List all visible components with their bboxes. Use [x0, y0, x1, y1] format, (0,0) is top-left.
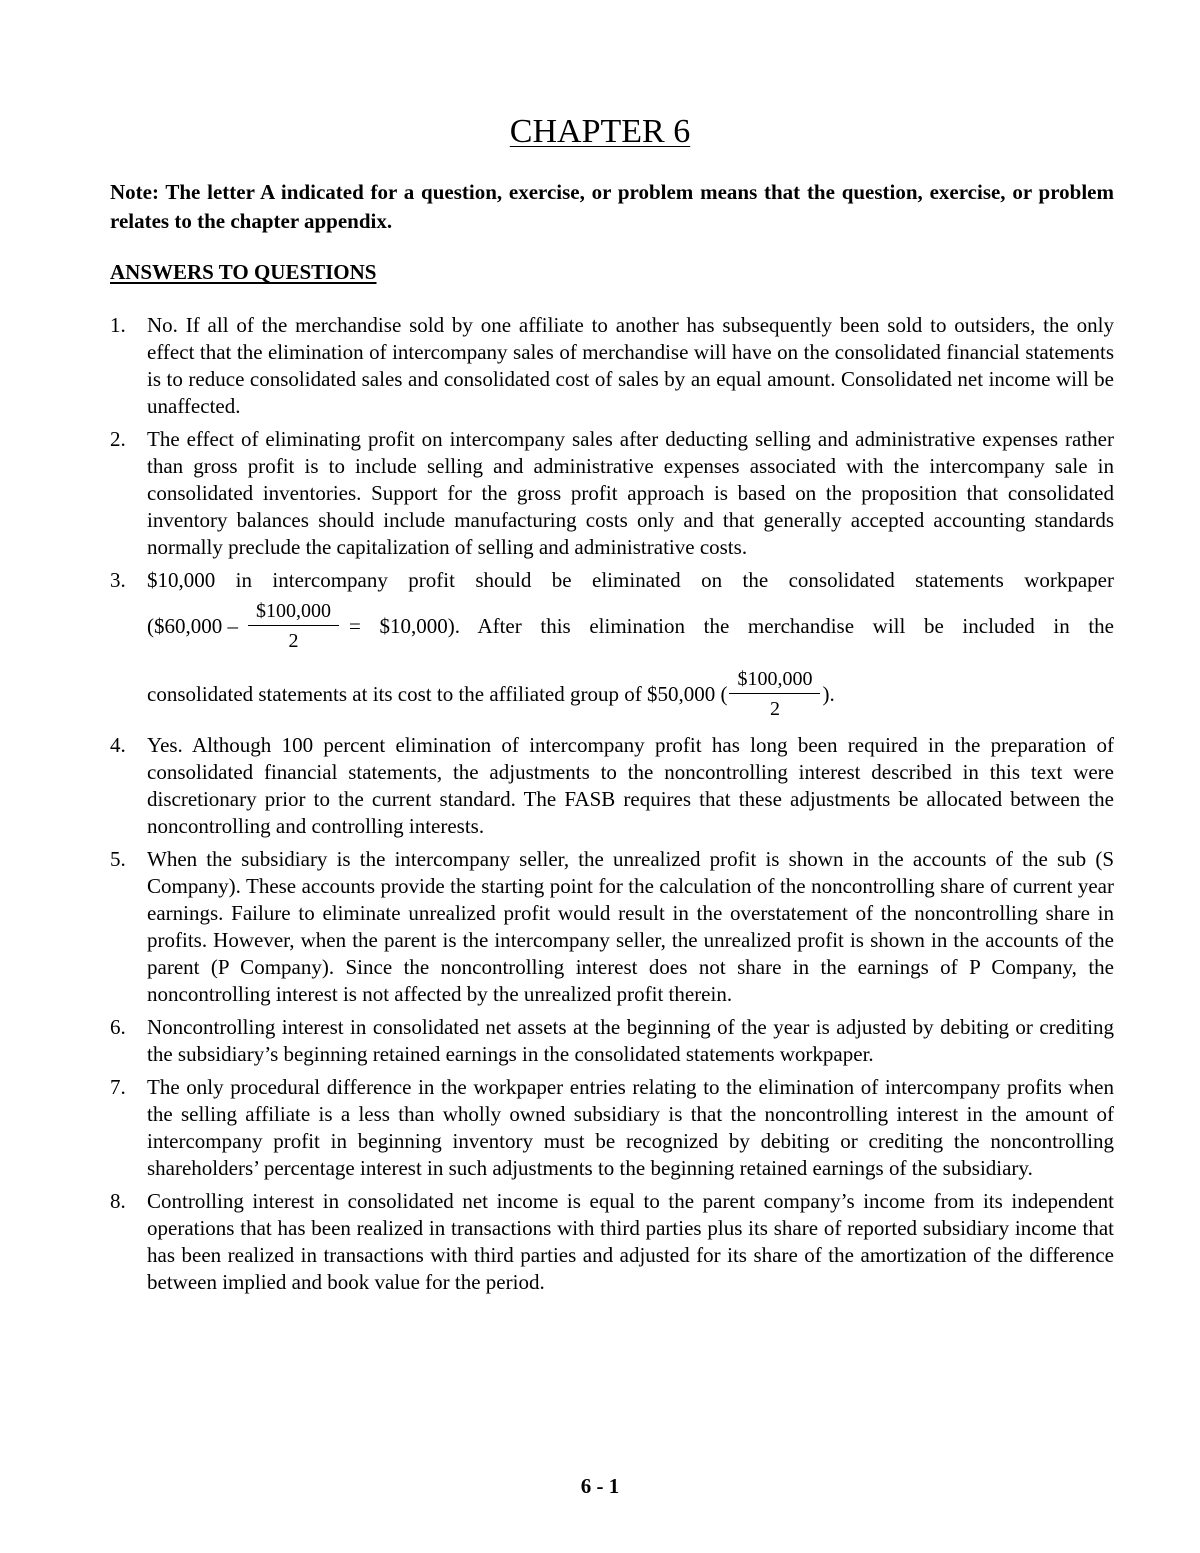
answer-number: 4. — [110, 733, 126, 757]
answer-7 — [110, 1074, 1114, 1182]
answer-3-cost-prefix: consolidated statements at its cost to the affiliated group of $50,000 ( — [147, 681, 728, 706]
answer-text: The only procedural difference in the workpaper entries relating to the elimination of intercompany profits when the selling affiliate is a less than wholly owned subsidiary is that the noncontrolling interest in the amount of intercompany profit in beginning inventory must be recognized by debiting or crediting the noncontrolling shareholders’ percentage interest in such adjustments to the beginning retained earnings of the subsidiary. — [147, 1075, 1114, 1180]
answer-2 — [110, 426, 1114, 561]
chapter-title — [0, 112, 1200, 152]
appendix-note: Note: The letter A indicated for a question, exercise, or problem means that the question, exercise, or problem relates to the chapter appendix. — [110, 180, 1114, 233]
fraction-numerator: $100,000 — [729, 666, 820, 694]
answer-5 — [110, 846, 1114, 1008]
answer-3-line-3 — [147, 662, 1114, 726]
answer-1 — [110, 312, 1114, 420]
answer-text: Yes. Although 100 percent elimination of intercompany profit has long been required in the preparation of consolidated financial statements, the adjustments to the noncontrolling interest described in this text were discretionary prior to the current standard. The FASB requires that these adjustments be allocated between the noncontrolling and controlling interests. — [147, 733, 1114, 838]
page-number: 6 - 1 — [580, 1474, 620, 1498]
answer-number: 1. — [110, 313, 126, 337]
answer-3-line-2 — [147, 596, 1114, 656]
chapter-title-text: CHAPTER 6 — [509, 113, 691, 150]
answer-number: 6. — [110, 1015, 126, 1039]
answer-text: Noncontrolling interest in consolidated net assets at the beginning of the year is adjusted by debiting or crediting the subsidiary’s beginning retained earnings in the consolidated statements workpaper. — [147, 1015, 1114, 1066]
answer-text: Controlling interest in consolidated net income is equal to the parent company’s income from its independent operations that has been realized in transactions with third parties plus its share of reported subsidiary income that has been realized in transactions with third parties and adjusted for its share of the amortization of the difference between implied and book value for the period. — [147, 1189, 1114, 1294]
answer-3-cost-suffix: ). — [822, 681, 835, 706]
fraction-100000-over-2 — [248, 598, 339, 654]
answer-text: When the subsidiary is the intercompany seller, the unrealized profit is shown in the accounts of the sub (S Company). These accounts provide the starting point for the calculation of the noncontrolling share of current year earnings. Failure to eliminate unrealized profit would result in the overstatement of the noncontrolling share in profits. However, when the parent is the intercompany seller, the unrealized profit is shown in the accounts of the parent (P Company). Since the noncontrolling interest does not share in the earnings of P Company, the noncontrolling interest is not affected by the unrealized profit therein. — [147, 847, 1114, 1006]
answer-3-calc — [147, 598, 349, 654]
answer-number: 3. — [110, 568, 126, 592]
answer-3-calc-prefix: ($60,000 – — [147, 613, 238, 638]
answer-number: 2. — [110, 427, 126, 451]
answer-4 — [110, 732, 1114, 840]
answers-list — [110, 312, 1114, 1302]
fraction-numerator: $100,000 — [248, 598, 339, 626]
answer-text: No. If all of the merchandise sold by one affiliate to another has subsequently been sold to outsiders, the only effect that the elimination of intercompany sales of merchandise will have on the consolidated financial statements is to reduce consolidated sales and consolidated cost of sales by an equal amount. Consolidated net income will be unaffected. — [147, 313, 1114, 418]
answer-6 — [110, 1014, 1114, 1068]
fraction-100000-over-2-second — [729, 666, 820, 722]
section-heading: ANSWERS TO QUESTIONS — [110, 260, 377, 284]
fraction-denominator: 2 — [769, 698, 780, 720]
answer-text: The effect of eliminating profit on intercompany sales after deducting selling and administrative expenses rather than gross profit is to include selling and administrative expenses associated with the intercompany sale in consolidated inventories. Support for the gross profit approach is based on the proposition that consolidated inventory balances should include manufacturing costs only and that generally accepted accounting standards normally preclude the capitalization of selling and administrative costs. — [147, 427, 1114, 559]
answer-number: 5. — [110, 847, 126, 871]
answer-3-line-1: $10,000 in intercompany profit should be eliminated on the consolidated statements workpaper — [147, 568, 1114, 592]
answer-3-calc-suffix: = $10,000). After this elimination the merchandise will be included in the — [349, 613, 1114, 638]
fraction-denominator: 2 — [288, 630, 299, 652]
answer-number: 8. — [110, 1189, 126, 1213]
answer-number: 7. — [110, 1075, 126, 1099]
answer-3 — [110, 567, 1114, 726]
answer-8 — [110, 1188, 1114, 1296]
